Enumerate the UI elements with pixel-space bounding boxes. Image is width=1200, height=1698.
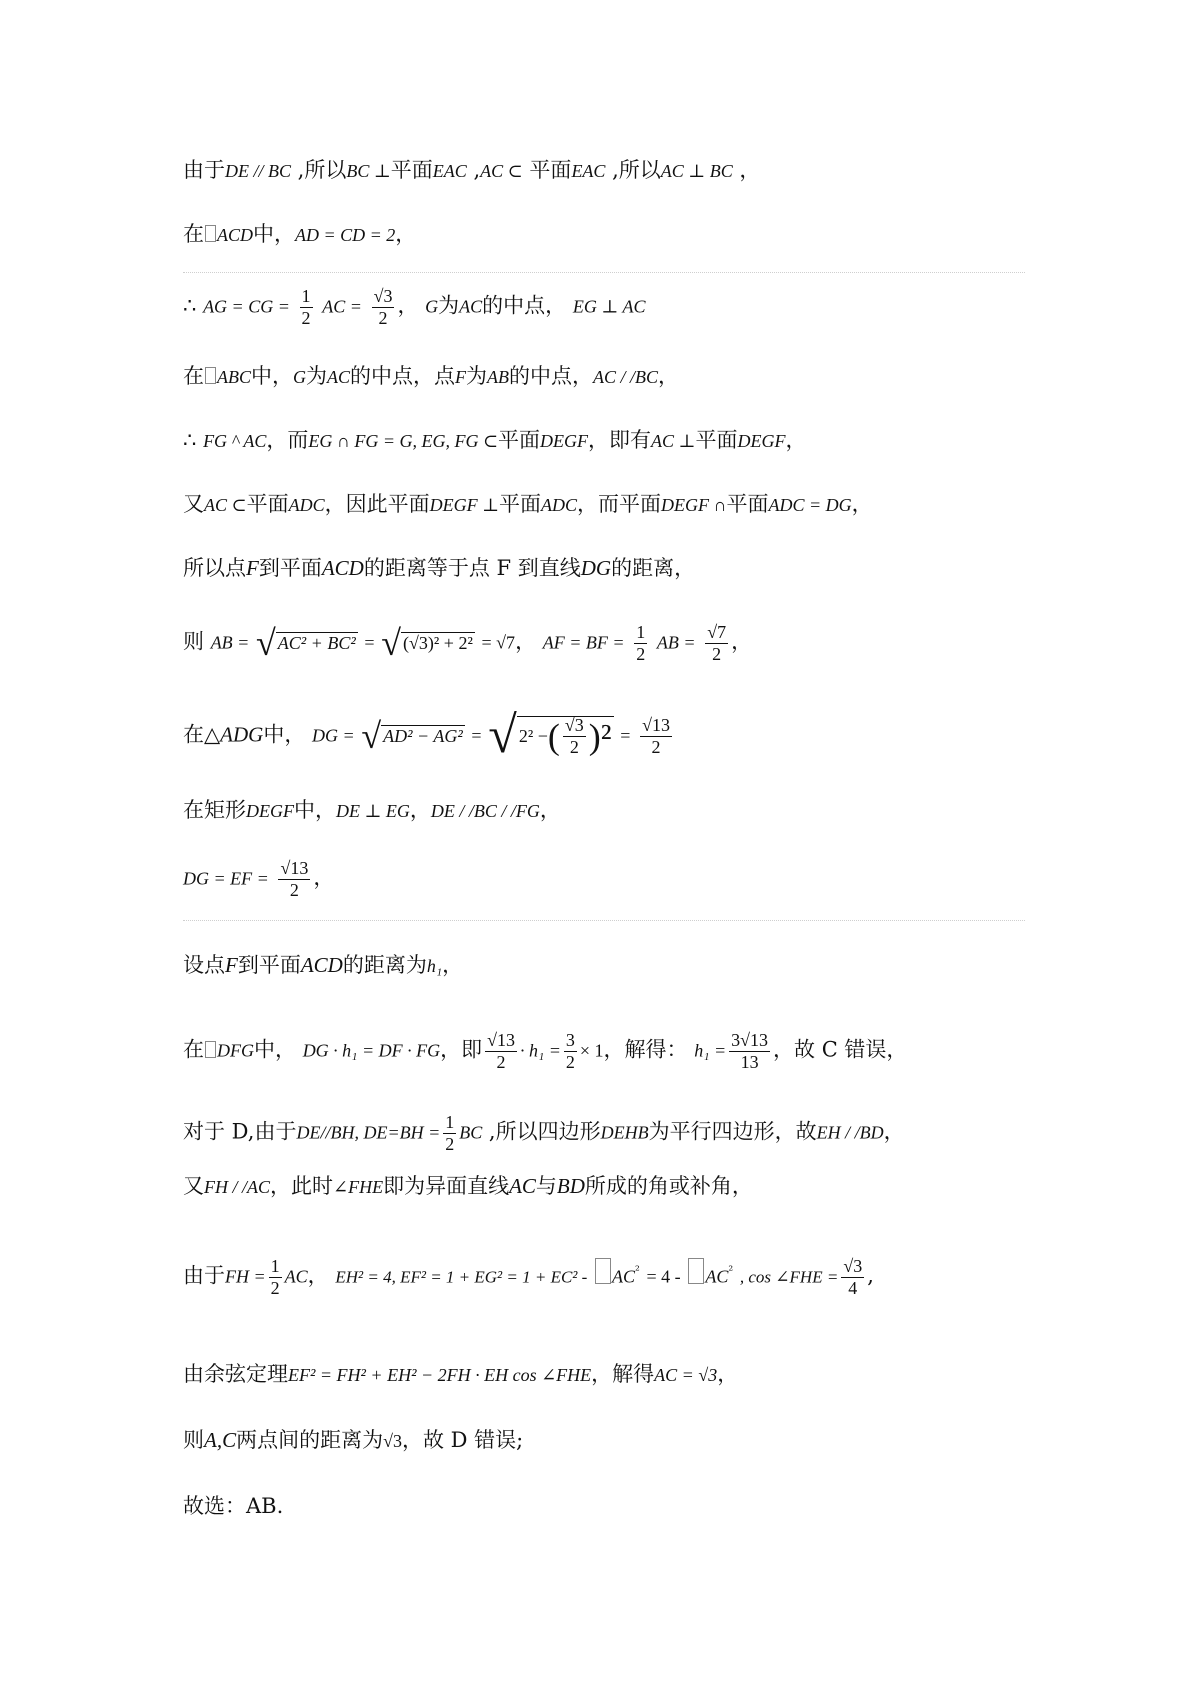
text: ，故 D 错误; [401, 1428, 524, 1452]
math: × 1 [579, 1040, 604, 1061]
text: ， [397, 293, 419, 318]
fraction: $\frac{1}{2}$ [636, 622, 646, 664]
math: (√3)² + 2² [403, 632, 473, 653]
fraction: $\frac{1}{2}$ [445, 1112, 455, 1154]
text: ，而 [266, 428, 309, 452]
text: 中， [263, 722, 306, 747]
line-18 [183, 1430, 523, 1451]
text: 平面 [498, 428, 541, 452]
math: DEGF ∩ [661, 495, 727, 515]
text: ， [785, 428, 807, 452]
math: G [425, 296, 439, 317]
math: DG = [312, 725, 355, 746]
math: DG [580, 556, 612, 580]
superscript: ² [635, 1263, 640, 1278]
math: = [364, 632, 375, 653]
math: DEHB [600, 1122, 649, 1143]
math: AB = [210, 632, 250, 653]
superscript: ² [728, 1263, 734, 1278]
line-2 [183, 224, 416, 245]
text: ，解得： [603, 1037, 688, 1062]
math: h₁ = [694, 1040, 727, 1061]
text: 由于 [183, 158, 225, 182]
math: DE // BC [225, 161, 291, 181]
divider [183, 272, 1025, 273]
text: 平面 [499, 492, 542, 516]
line-10 [183, 800, 561, 821]
math: AC ⊂ [480, 161, 523, 181]
math: FH / /AC [204, 1177, 270, 1197]
math: F [455, 367, 467, 387]
math: AC / /BC [593, 367, 659, 387]
text: 即为异面直线 [383, 1174, 510, 1198]
garbled-bracket-icon [688, 1258, 704, 1284]
fraction: $\frac{3}{2}$ [565, 1030, 575, 1072]
math: ACD [321, 556, 364, 580]
line-3 [183, 286, 645, 328]
math: EH / /BD [816, 1122, 884, 1143]
text: ， [539, 798, 561, 822]
math: BC [459, 1122, 483, 1143]
text: ， [409, 798, 431, 822]
text: 为 [466, 364, 488, 388]
math: AC [459, 296, 483, 317]
text: 中， [294, 798, 336, 822]
text: ， [307, 1263, 329, 1288]
line-16 [183, 1256, 874, 1298]
math: ACD [217, 225, 253, 245]
math: DEGF [737, 431, 786, 451]
math: , cos ∠FHE = [739, 1267, 839, 1287]
text: 到平面 [258, 556, 322, 580]
math: DE//BH, DE=BH = [296, 1122, 441, 1143]
text: 的距离等于点 F 到直线 [363, 556, 581, 580]
math: F [246, 556, 259, 580]
text: ，因此平面 [324, 492, 430, 516]
text: 所以点 [183, 556, 246, 580]
text: 的距离， [611, 556, 696, 580]
text: ， [515, 629, 537, 654]
text: 平面 [695, 428, 738, 452]
line-13 [183, 1030, 907, 1072]
text: 平面 [522, 158, 572, 182]
radical: √ [256, 623, 276, 664]
math: EG ∩ FG = G, EG, FG ⊂ [308, 431, 499, 451]
math: ABC [217, 367, 251, 387]
fraction: $\frac{1}{2}$ [270, 1256, 280, 1298]
radical: √ [488, 707, 517, 764]
text: 的中点， [509, 364, 594, 388]
text: , [867, 1263, 874, 1288]
line-9 [183, 707, 675, 764]
fraction: $\frac{√13}{2}$ [642, 714, 670, 757]
text: 为 [306, 364, 327, 388]
text: 在 [183, 222, 204, 246]
text: 由余弦定理 [183, 1362, 288, 1386]
text: 的中点， [482, 293, 567, 318]
line-8 [183, 622, 752, 664]
text: ， [658, 364, 680, 388]
math: = [620, 725, 631, 746]
text: 到平面 [237, 953, 301, 977]
math: EF² = FH² + EH² − 2FH · EH cos ∠FHE [288, 1365, 592, 1385]
text: 的中点，点 [350, 364, 456, 388]
math: FH = [225, 1266, 266, 1287]
text: ,所以 [291, 158, 347, 182]
garbled-bracket-icon [595, 1258, 611, 1284]
fraction: $\frac{√13}{2}$ [280, 858, 309, 900]
text: 则 [183, 1428, 204, 1452]
text: 又 [183, 492, 204, 516]
paren: )² [588, 716, 612, 756]
math: AC ⊥ BC [660, 161, 733, 181]
fraction: $\frac{√7}{2}$ [707, 622, 727, 664]
line-12 [183, 955, 463, 976]
text: 由于 [183, 1263, 225, 1288]
math: DEGF ⊥ [429, 495, 500, 515]
missing-glyph-icon [205, 367, 216, 384]
math: BD [556, 1174, 585, 1198]
math: AD = CD = 2 [295, 225, 396, 245]
math: ADC [288, 495, 325, 515]
text: 与 [535, 1174, 557, 1198]
fraction: $\frac{√3}{4}$ [843, 1256, 863, 1298]
math: AC² + BC² [277, 632, 356, 653]
text: 的距离为 [342, 953, 427, 977]
math: FG ^ AC [203, 431, 267, 451]
text: ∴ [183, 293, 197, 318]
math: AD² − AG² [383, 725, 463, 746]
text: 在矩形 [183, 798, 246, 822]
math: DE / /BC / /FG [430, 801, 540, 821]
math: DEGF [246, 801, 294, 821]
math: DG · h₁ = DF · FG [302, 1040, 441, 1061]
radical: √ [361, 716, 382, 756]
line-19 [183, 1496, 283, 1517]
line-11 [183, 858, 334, 900]
math: AC [612, 1266, 636, 1287]
text: 设点 [183, 953, 225, 977]
text: 在△ [183, 722, 221, 747]
paren: ( [547, 716, 560, 756]
text: ∴ [183, 428, 197, 452]
text: 平面 [390, 158, 433, 182]
math: = √7 [481, 632, 516, 653]
text: 两点间的距离为 [236, 1428, 384, 1452]
line-7 [183, 558, 695, 579]
math: EAC [432, 161, 467, 181]
math: AC = [322, 296, 362, 317]
math: = [471, 725, 482, 746]
math: DEGF [540, 431, 589, 451]
text: 中， [254, 1037, 296, 1062]
text: 则 [183, 629, 204, 654]
fraction: $\frac{√13}{2}$ [487, 1030, 515, 1072]
line-5 [183, 430, 806, 451]
text: 平面 [726, 492, 769, 516]
math: h₁ [426, 956, 443, 976]
line-15 [183, 1176, 753, 1197]
text: ， [717, 1362, 739, 1386]
text: ,所以四边形 [482, 1119, 601, 1144]
text: ，此时 [270, 1174, 333, 1198]
fraction: $\frac{√3}{2}$ [564, 714, 584, 757]
divider [183, 920, 1025, 921]
text: ， [732, 158, 761, 182]
line-17 [183, 1364, 738, 1385]
math: EAC [571, 161, 606, 181]
line-6 [183, 494, 873, 515]
math: DFG [217, 1040, 254, 1061]
text: 平面 [246, 492, 289, 516]
math: ADC = DG [768, 495, 852, 515]
math: AB [487, 367, 510, 387]
math: · h₁ = [519, 1040, 561, 1061]
text: 为 [438, 293, 460, 318]
text: 中， [251, 364, 293, 388]
math: AC ⊂ [204, 495, 247, 515]
math: ∠FHE [333, 1177, 384, 1197]
line-4 [183, 366, 679, 387]
fraction: $\frac{√3}{2}$ [373, 286, 393, 328]
math: AC ⊥ [651, 431, 696, 451]
text: 在 [183, 1037, 204, 1062]
math: AF = BF = [542, 632, 625, 653]
text: ， [851, 492, 873, 516]
text: ，故 C 错误， [773, 1037, 908, 1062]
text: ，而平面 [577, 492, 662, 516]
text: , [466, 158, 481, 182]
text: 又 [183, 1174, 204, 1198]
math: AC [705, 1266, 729, 1287]
text: ， [883, 1119, 905, 1144]
text: 故选：AB. [183, 1494, 284, 1518]
math: F [225, 953, 238, 977]
math: AC [327, 367, 351, 387]
math: A,C [204, 1428, 237, 1452]
text: 中， [253, 222, 295, 246]
missing-glyph-icon [205, 225, 216, 242]
text: 所成的角或补角， [584, 1174, 753, 1198]
text: 在 [183, 364, 204, 388]
text: ， [442, 953, 464, 977]
math: EH² = 4, EF² = 1 + EG² = 1 + EC² - [335, 1267, 588, 1287]
math: DG = EF = [183, 868, 269, 889]
math: BC ⊥ [346, 161, 391, 181]
math: AC = √3 [654, 1365, 718, 1385]
missing-glyph-icon [205, 1041, 216, 1058]
math: DE ⊥ EG [336, 801, 410, 821]
text: 对于 D,由于 [183, 1119, 297, 1144]
math: ACD [300, 953, 343, 977]
text: ， [395, 222, 417, 246]
math: AC [284, 1266, 308, 1287]
math: 2² − [518, 725, 548, 746]
math: AB = [656, 632, 696, 653]
math: ADG [220, 722, 264, 747]
math: √3 [383, 1431, 402, 1451]
text: ， [731, 629, 753, 654]
text: ，解得 [591, 1362, 655, 1386]
math: ADC [541, 495, 578, 515]
text: 为平行四边形，故 [648, 1119, 817, 1144]
math: AG = CG = [203, 296, 290, 317]
line-14 [183, 1112, 905, 1154]
text: ，即有 [588, 428, 652, 452]
fraction: $\frac{3√13}{13}$ [731, 1030, 769, 1072]
text: ， [313, 865, 335, 890]
line-1 [183, 160, 760, 181]
math: G [293, 367, 306, 387]
fraction: $\frac{1}{2}$ [301, 286, 311, 328]
radical: √ [381, 623, 402, 664]
text: ,所以 [605, 158, 661, 182]
math: EG ⊥ AC [572, 296, 646, 317]
math: = 4 - [646, 1266, 681, 1287]
text: ，即 [440, 1037, 483, 1062]
math: AC [509, 1174, 536, 1198]
